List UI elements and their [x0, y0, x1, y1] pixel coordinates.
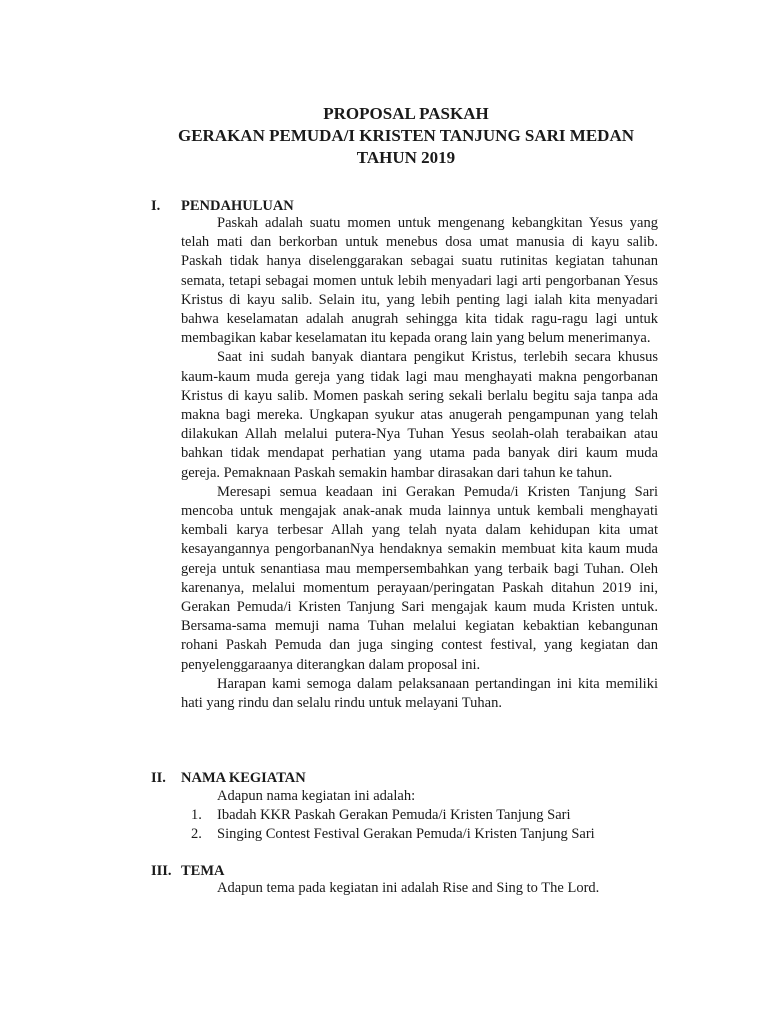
section-heading: PENDAHULUAN — [181, 198, 294, 214]
section-intro: Adapun tema pada kegiatan ini adalah Rise and Sing to The Lord. — [217, 880, 600, 896]
section-intro: Adapun nama kegiatan ini adalah: — [217, 788, 416, 804]
section-number: II. — [151, 770, 166, 786]
title-line-1: PROPOSAL PASKAH — [323, 104, 489, 123]
list-item-text: Singing Contest Festival Gerakan Pemuda/i Kristen Tanjung Sari — [217, 826, 595, 843]
section-number: III. — [151, 863, 172, 879]
title-line-3: TAHUN 2019 — [356, 148, 456, 167]
activity-list — [181, 806, 658, 844]
list-item-number: 1. — [191, 807, 202, 824]
paragraph: Meresapi semua keadaan ini Gerakan Pemuda/i Kristen Tanjung Sari mencoba untuk mengajak anak-anak muda lainnya untuk kembali menghayati kembali karya terbesar Allah yang telah nyata dalam kehidupan kita umat kesayangannya pengorbananNya hendaknya semakin membuat kita kaum muda gereja untuk senantiasa mau mempersembahkan yang terbaik bagi Tuhan. Oleh karenanya, melalui momentum perayaan/peringatan Paskah ditahun 2019 ini, Gerakan Pemuda/i Kristen Tanjung Sari mengajak kaum muda Kristen untuk. Bersama-sama memuji nama Tuhan melalui kegiatan kebaktian kebangunan rohani Paskah Pemuda dan juga singing contest festival, yang kegiatan dan penyelenggaraanya diterangkan dalam proposal ini. — [181, 483, 658, 673]
paragraph: Paskah adalah suatu momen untuk mengenang kebangkitan Yesus yang telah mati dan berkorban untuk menebus dosa umat manusia di kayu salib. Paskah tidak hanya diselenggarakan sebagai suatu rutinitas kegiatan tahunan semata, tetapi sebagai momen untuk lebih menyadari lagi arti pengorbanan Yesus Kristus di kayu salib. Selain itu, yang lebih penting lagi ialah kita menyadari bahwa keselamatan adalah anugrah sehingga kita tidak ragu-ragu lagi untuk membagikan kabar keselamatan itu kepada orang lain yang belum menerimanya. — [181, 215, 658, 347]
paragraph: Harapan kami semoga dalam pelaksanaan pertandingan ini kita memiliki hati yang rindu dan selalu rindu untuk melayani Tuhan. — [181, 675, 658, 712]
list-item — [181, 806, 658, 825]
document-title — [0, 103, 768, 169]
section-heading: NAMA KEGIATAN — [181, 770, 306, 786]
section-number: I. — [151, 198, 161, 214]
title-line-2: GERAKAN PEMUDA/I KRISTEN TANJUNG SARI MEDAN — [177, 126, 635, 145]
list-item-text: Ibadah KKR Paskah Gerakan Pemuda/i Kristen Tanjung Sari — [217, 807, 571, 824]
section-pendahuluan-body — [181, 214, 658, 713]
section-tema-body — [181, 879, 658, 898]
list-item — [181, 825, 658, 844]
list-item-number: 2. — [191, 826, 202, 843]
section-heading: TEMA — [181, 863, 225, 879]
section-nama-kegiatan-body — [181, 787, 658, 845]
paragraph: Saat ini sudah banyak diantara pengikut Kristus, terlebih secara khusus kaum-kaum muda gereja yang tidak lagi mau menghayati makna pengorbanan Kristus di kayu salib. Momen paskah sering sekali berlalu begitu saja tanpa ada makna bagi mereka. Ungkapan syukur atas anugerah pengampunan yang telah dilakukan Allah melalui putera-Nya Tuhan Yesus seolah-olah terabaikan atau bahkan tidak mendapat perhatian yang utama pada banyak diri kaum muda gereja. Pemaknaan Paskah semakin hambar dirasakan dari tahun ke tahun. — [181, 349, 658, 481]
